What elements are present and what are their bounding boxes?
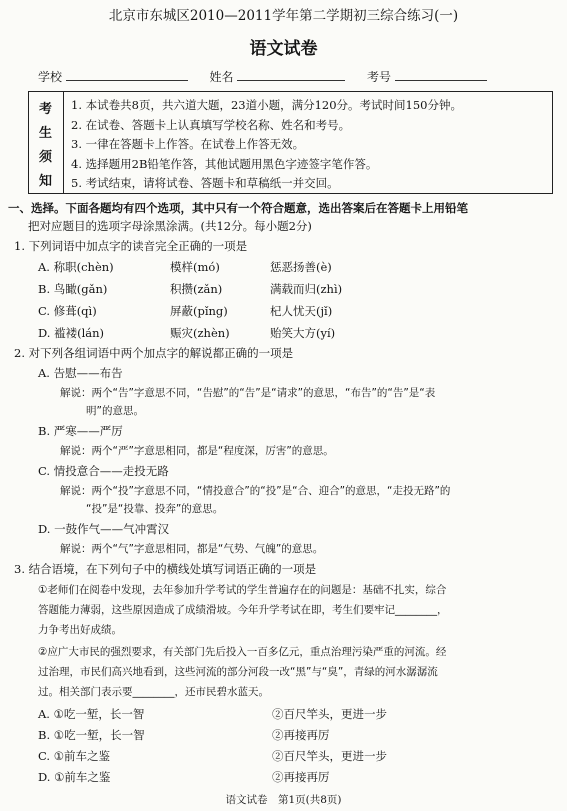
q3-option-c-1: C. ①前车之鉴 bbox=[38, 749, 111, 763]
q2-explanation-a: 解说：两个“告”字意思不同，“告慰”的“告”是“请求”的意思，“布告”的“告”是“表 bbox=[60, 387, 436, 399]
q2-option-d: D. 一鼓作气——气冲霄汉 bbox=[38, 522, 170, 536]
name-label: 姓名 bbox=[209, 70, 234, 84]
q2-option-b: B. 严寒——严厉 bbox=[38, 424, 123, 438]
q1-option-a-1: A. 称职(chèn) bbox=[38, 260, 114, 274]
page-title: 语文试卷 bbox=[249, 39, 318, 59]
notice-label-char: 考 bbox=[39, 102, 53, 117]
q1-option-b-1: B. 鸟瞰(gǎn) bbox=[38, 282, 108, 296]
q1-option-b-3: 满载而归(zhì) bbox=[270, 282, 343, 296]
q2-explanation-a-cont: 明”的意思。 bbox=[86, 405, 144, 417]
q3-stem: 3. 结合语境，在下列句子中的横线处填写词语正确的一项是 bbox=[14, 562, 317, 576]
q3-option-c-2: ②百尺竿头，更进一步 bbox=[272, 749, 387, 763]
q1-option-d-1: D. 褴褛(lán) bbox=[38, 326, 105, 340]
q3-option-a-1: A. ①吃一堑，长一智 bbox=[38, 707, 145, 721]
q3-passage-1-cont: 答题能力薄弱，这些原因造成了成绩滑坡。今年升学考试在即，考生们要牢记________， bbox=[38, 604, 448, 616]
q3-passage-2-end: 过。相关部门表示要________，还市民碧水蓝天。 bbox=[38, 686, 269, 698]
student-info-row bbox=[38, 68, 487, 85]
q1-option-a-3: 惩恶扬善(è) bbox=[270, 260, 332, 274]
notice-item: 5. 考试结束，请将试卷、答题卡和草稿纸一并交回。 bbox=[71, 176, 339, 190]
school-label: 学校 bbox=[38, 70, 63, 84]
notice-label-char: 生 bbox=[39, 126, 53, 141]
q1-option-c-1: C. 修葺(qì) bbox=[38, 304, 97, 318]
notice-label-char: 须 bbox=[39, 150, 53, 165]
q1-option-c-3: 杞人忧天(jǐ) bbox=[270, 304, 333, 318]
notice-item: 4. 选择题用2B铅笔作答，其他试题用黑色字迹签字笔作答。 bbox=[71, 156, 378, 171]
q1-stem: 1. 下列词语中加点字的读音完全正确的一项是 bbox=[14, 239, 248, 253]
q1-option-b-2: 积攒(zǎn) bbox=[170, 282, 223, 296]
q2-explanation-c: 解说：两个“投”字意思不同，“情投意合”的“投”是“合、迎合”的意思，“走投无路”的 bbox=[60, 485, 451, 497]
notice-item: 3. 一律在答题卡上作答。在试卷上作答无效。 bbox=[71, 137, 305, 151]
q2-option-a: A. 告慰——布告 bbox=[38, 366, 123, 380]
q3-passage-1-end: 力争考出好成绩。 bbox=[38, 624, 122, 636]
q1-option-c-2: 屏蔽(pǐng) bbox=[170, 304, 228, 318]
q3-option-d-1: D. ①前车之鉴 bbox=[38, 770, 111, 784]
section1-instruction-cont: 把对应题目的选项字母涂黑涂满。(共12分。每小题2分) bbox=[28, 219, 312, 233]
exam-no-blank bbox=[395, 68, 487, 81]
q2-stem: 2. 对下列各组词语中两个加点字的解说都正确的一项是 bbox=[14, 346, 294, 360]
notice-item: 2. 在试卷、答题卡上认真填写学校名称、姓名和考号。 bbox=[71, 117, 351, 132]
q1-option-d-3: 贻笑大方(yí) bbox=[270, 326, 336, 340]
q2-explanation-b: 解说：两个“严”字意思相同，都是“程度深，厉害”的意思。 bbox=[60, 445, 334, 457]
q2-explanation-c-cont: “投”是“投靠、投奔”的意思。 bbox=[86, 503, 224, 515]
q3-option-b-1: B. ①吃一堑，长一智 bbox=[38, 728, 145, 742]
q1-option-a-2: 模样(mó) bbox=[170, 260, 220, 274]
q1-option-d-2: 赈灾(zhèn) bbox=[170, 326, 230, 340]
q3-option-b-2: ②再接再厉 bbox=[272, 728, 330, 742]
q3-option-d-2: ②再接再厉 bbox=[272, 770, 330, 784]
school-blank bbox=[66, 68, 188, 81]
notice-label bbox=[29, 92, 64, 193]
exam-no-label: 考号 bbox=[367, 70, 392, 84]
q2-explanation-d: 解说：两个“气”字意思相同，都是“气势、气魄”的意思。 bbox=[60, 543, 324, 555]
q2-option-c: C. 情投意合——走投无路 bbox=[38, 464, 169, 478]
q3-option-a-2: ②百尺竿头，更进一步 bbox=[272, 707, 387, 721]
q3-passage-2: ②应广大市民的强烈要求，有关部门先后投入一百多亿元，重点治理污染严重的河流。经 bbox=[38, 646, 447, 658]
exam-header: 北京市东城区2010—2011学年第二学期初三综合练习(一) bbox=[108, 8, 459, 24]
q3-passage-2-cont: 过治理，市民们高兴地看到，这些河流的部分河段一改“黑”与“臭”，青绿的河水潺潺流 bbox=[38, 666, 438, 678]
notice-items bbox=[71, 96, 462, 194]
notice-item: 1. 本试卷共8页，共六道大题，23道小题，满分120分。考试时间150分钟。 bbox=[71, 98, 462, 112]
q3-passage-1: ①老师们在阅卷中发现，去年参加升学考试的学生普遍存在的问题是：基础不扎实，综合 bbox=[38, 584, 447, 596]
page-footer: 语文试卷 第1页(共8页) bbox=[225, 794, 342, 806]
section1-instruction: 一、选择。下面各题均有四个选项，其中只有一个符合题意，选出答案后在答题卡上用铅笔 bbox=[8, 201, 468, 215]
notice-label-char: 知 bbox=[39, 174, 53, 189]
name-blank bbox=[237, 68, 345, 81]
candidate-notice-box bbox=[28, 91, 553, 194]
